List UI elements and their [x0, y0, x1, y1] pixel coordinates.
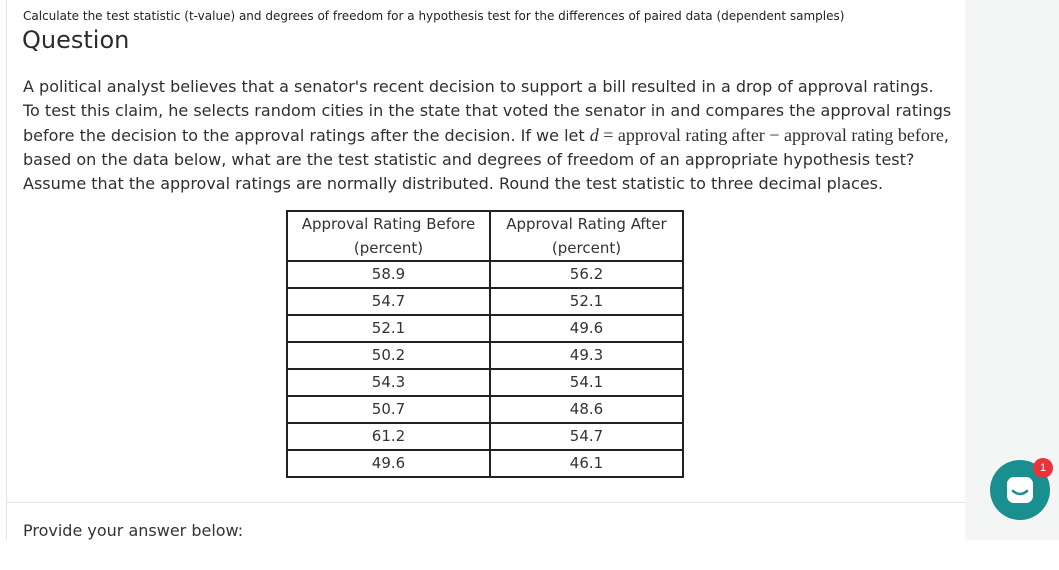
question-panel — [6, 0, 966, 541]
math-variable: d — [589, 125, 599, 145]
math-expression — [590, 125, 944, 145]
notification-badge: 1 — [1033, 458, 1053, 478]
cell-before: 50.2 — [287, 342, 490, 369]
section-divider — [7, 502, 965, 503]
cell-after: 52.1 — [490, 288, 683, 315]
table-row — [287, 450, 683, 477]
problem-text-part1: A political analyst believes that a senator's recent decision to support a bill resulted in a drop of approval ratings. To test this claim, he selects random cities in the state that voted the senator in and compares the approval ratings before the decision to the approval ratings after the decision. If we let — [23, 77, 952, 145]
cell-after: 48.6 — [490, 396, 683, 423]
cell-after: 46.1 — [490, 450, 683, 477]
math-equation: = approval rating after − approval rating before — [598, 125, 944, 145]
table-row — [287, 315, 683, 342]
cell-before: 61.2 — [287, 423, 490, 450]
answer-prompt: Provide your answer below: — [23, 521, 244, 540]
cell-after: 54.7 — [490, 423, 683, 450]
cell-before: 50.7 — [287, 396, 490, 423]
data-table — [286, 210, 684, 478]
table-row — [287, 288, 683, 315]
column-header-after: Approval Rating After (percent) — [490, 211, 683, 261]
table-row — [287, 423, 683, 450]
cell-after: 49.3 — [490, 342, 683, 369]
cell-before: 54.7 — [287, 288, 490, 315]
problem-text — [23, 75, 953, 196]
bottom-strip — [0, 540, 1059, 570]
problem-text-part2: , based on the data below, what are the test statistic and degrees of freedom of an appropriate hypothesis test? Assume that the approval ratings are normally distributed. Round the test statistic to three decimal places. — [23, 126, 949, 193]
cell-before: 58.9 — [287, 261, 490, 288]
section-title: Question — [22, 26, 130, 54]
table-row — [287, 396, 683, 423]
table-row — [287, 342, 683, 369]
column-header-before: Approval Rating Before (percent) — [287, 211, 490, 261]
cell-after: 56.2 — [490, 261, 683, 288]
chat-bubble-icon — [1004, 474, 1036, 506]
cell-before: 54.3 — [287, 369, 490, 396]
table-row — [287, 261, 683, 288]
table-row — [287, 369, 683, 396]
cell-after: 54.1 — [490, 369, 683, 396]
table-header-row — [287, 211, 683, 261]
breadcrumb: Calculate the test statistic (t-value) and degrees of freedom for a hypothesis test for the differences of paired data (dependent samples) — [23, 9, 845, 23]
cell-after: 49.6 — [490, 315, 683, 342]
cell-before: 52.1 — [287, 315, 490, 342]
cell-before: 49.6 — [287, 450, 490, 477]
